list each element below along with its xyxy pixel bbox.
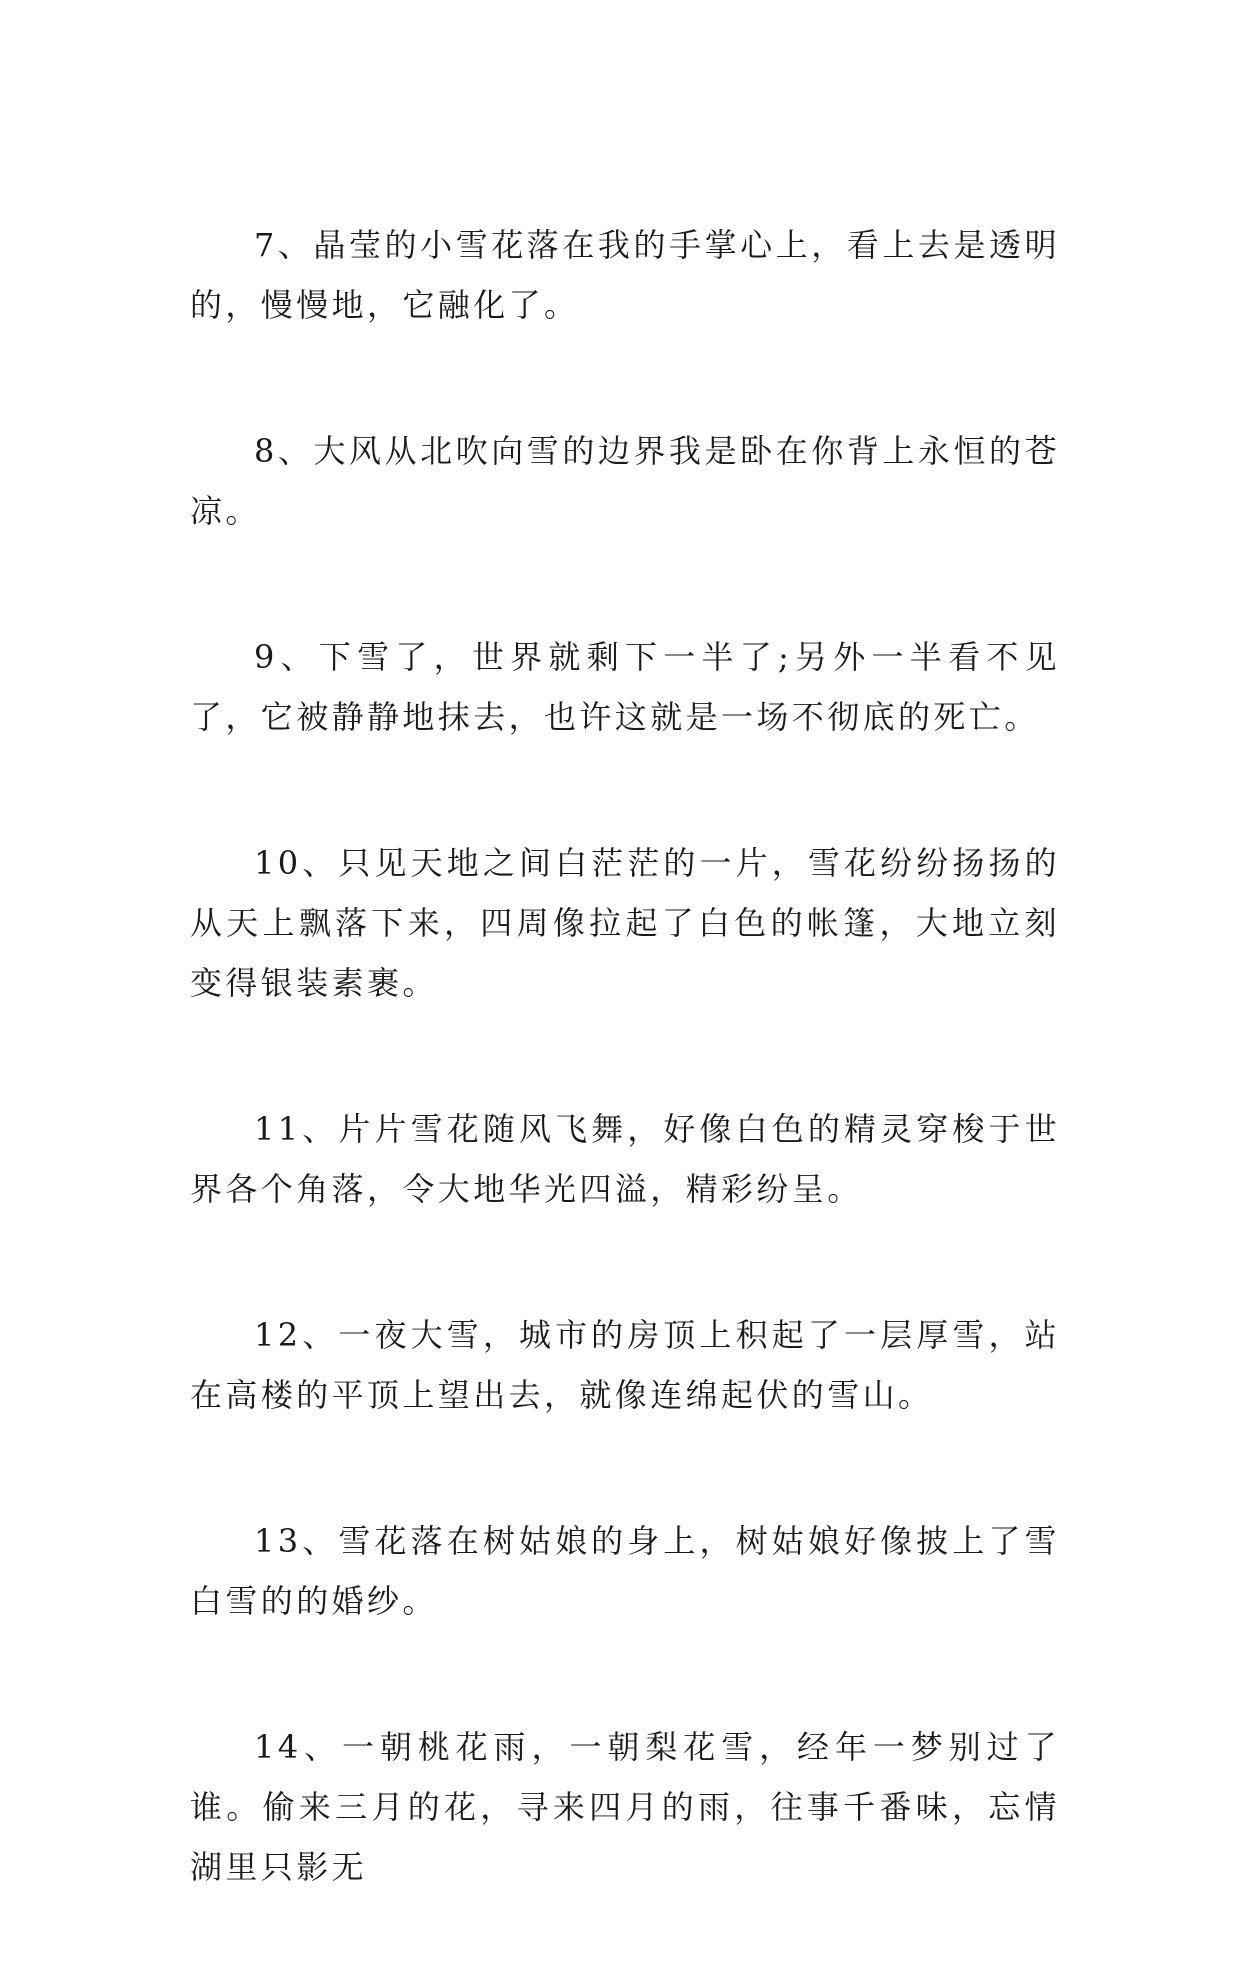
paragraph-13: 13、雪花落在树姑娘的身上，树姑娘好像披上了雪白雪的的婚纱。	[190, 1522, 1060, 1620]
paragraph-9: 9、下雪了，世界就剩下一半了;另外一半看不见了，它被静静地抹去，也许这就是一场不彻底的死亡。	[190, 638, 1060, 736]
paragraph-10: 10、只见天地之间白茫茫的一片，雪花纷纷扬扬的从天上飘落下来，四周像拉起了白色的帐篷，大地立刻变得银装素裹。	[190, 844, 1060, 1002]
paragraph-11: 11、片片雪花随风飞舞，好像白色的精灵穿梭于世界各个角落，令大地华光四溢，精彩纷呈。	[190, 1110, 1060, 1208]
paragraph-12: 12、一夜大雪，城市的房顶上积起了一层厚雪，站在高楼的平顶上望出去，就像连绵起伏的雪山。	[190, 1316, 1060, 1414]
paragraph-14: 14、一朝桃花雨，一朝梨花雪，经年一梦别过了谁。偷来三月的花，寻来四月的雨，往事千番味，忘情湖里只影无	[190, 1728, 1060, 1886]
document-body	[190, 215, 1060, 1983]
paragraph-7: 7、晶莹的小雪花落在我的手掌心上，看上去是透明的，慢慢地，它融化了。	[190, 226, 1060, 324]
paragraph-8: 8、大风从北吹向雪的边界我是卧在你背上永恒的苍凉。	[190, 432, 1060, 530]
